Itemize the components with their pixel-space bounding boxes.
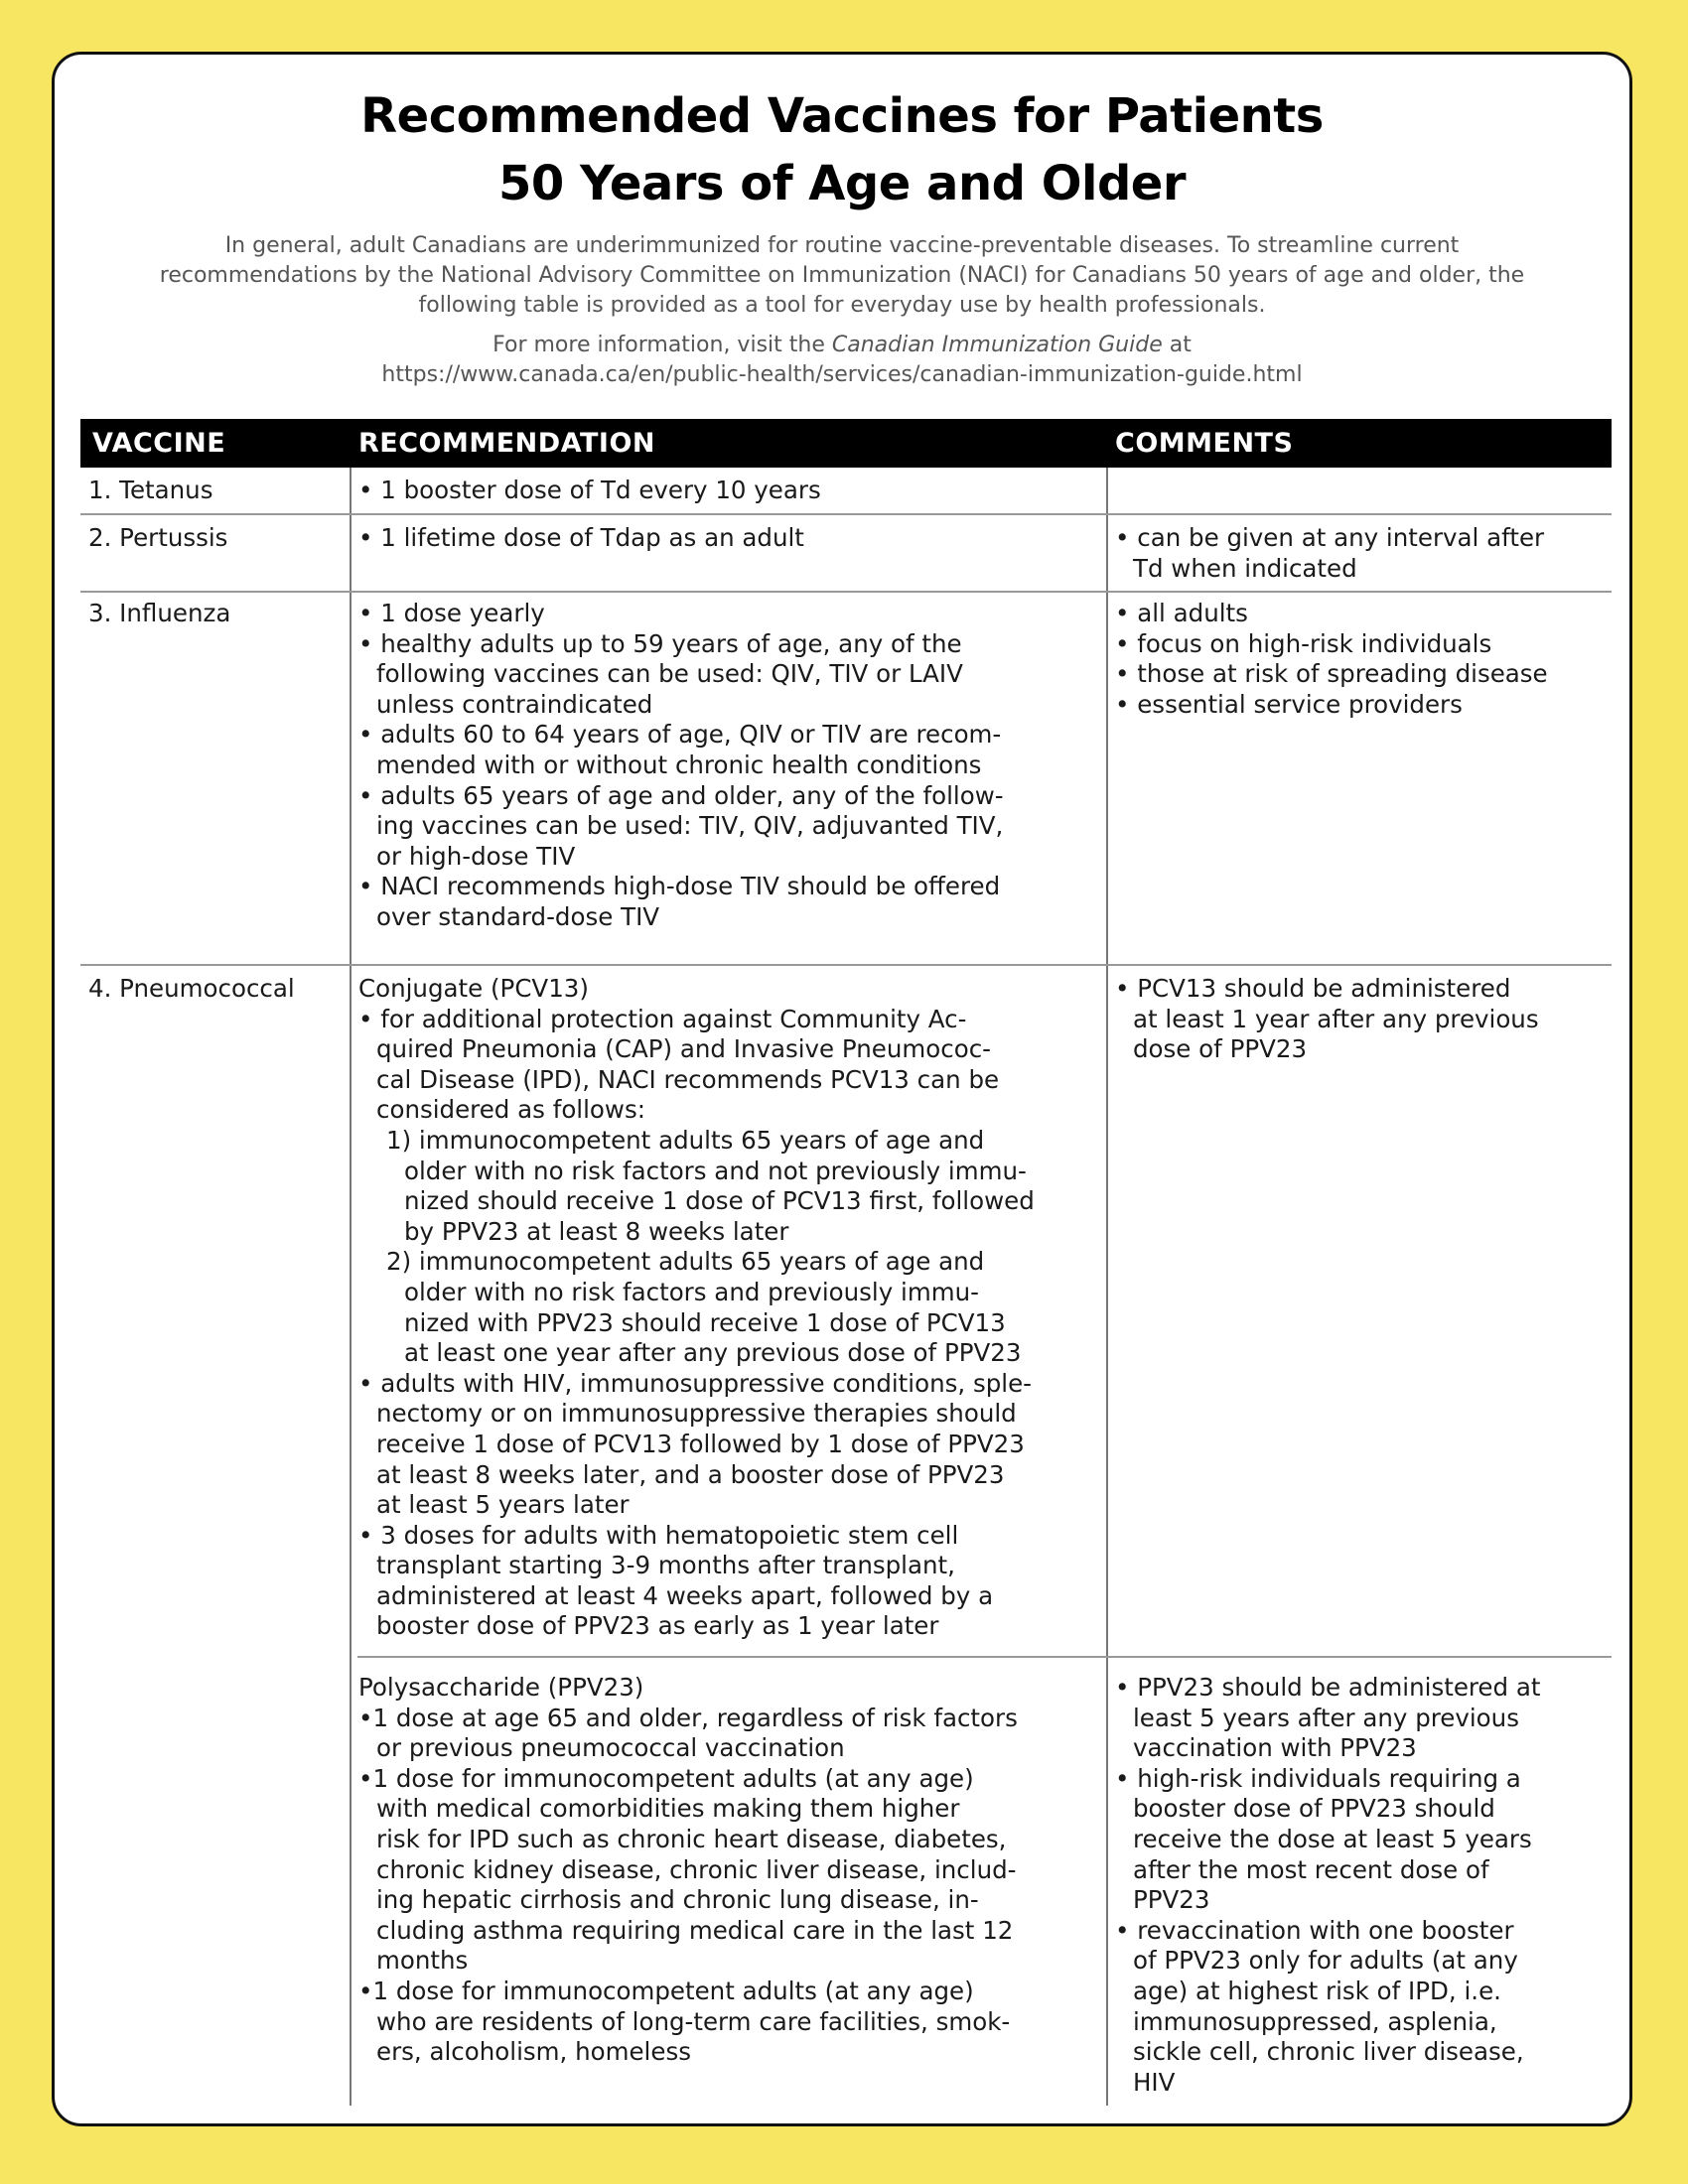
header-comments: COMMENTS — [1115, 428, 1294, 459]
guide-title: Canadian Immunization Guide — [831, 333, 1163, 357]
rec-line: or high-dose TIV — [376, 841, 576, 871]
column-divider — [1106, 468, 1108, 2106]
vaccine-name: 4. Pneumococcal — [88, 974, 295, 1003]
rec-line: administered at least 4 weeks apart, followed by a — [376, 1580, 994, 1610]
comment-line: age) at highest risk of IPD, i.e. — [1133, 1976, 1501, 2005]
rec-line: nized with PPV23 should receive 1 dose of PCV13 — [404, 1307, 1006, 1337]
rec-line: •1 dose for immunocompetent adults (at any age) — [358, 1976, 974, 2005]
intro-line: following table is provided as a tool for everyday use by health professionals. — [418, 293, 1266, 318]
rec-line: nectomy or on immunosuppressive therapies should — [376, 1399, 1017, 1429]
pneumococcal-polysaccharide-recommendation — [358, 1673, 1018, 2068]
rec-line: cal Disease (IPD), NACI recommends PCV13 can be — [376, 1064, 1000, 1094]
rec-line: or previous pneumococcal vaccination — [376, 1733, 845, 1763]
table-row-pneumococcal-vaccine — [88, 974, 295, 1005]
comment-line: • focus on high-risk individuals — [1115, 628, 1492, 658]
rec-line: quired Pneumonia (CAP) and Invasive Pneumococ- — [376, 1034, 992, 1064]
rec-line: booster dose of PPV23 as early as 1 year later — [376, 1611, 939, 1641]
rec-line: 1) immunocompetent adults 65 years of age and — [386, 1125, 985, 1155]
rec-line: 2) immunocompetent adults 65 years of age and — [386, 1247, 985, 1277]
comment-line: • PCV13 should be administered — [1115, 974, 1511, 1003]
table-row-influenza-vaccine — [88, 599, 230, 629]
comment-line: vaccination with PPV23 — [1133, 1733, 1417, 1763]
rec-line: • adults 60 to 64 years of age, QIV or TIV are recom- — [358, 720, 1002, 750]
table-row-pertussis-recommendation — [358, 523, 804, 554]
comment-line: • all adults — [1115, 599, 1248, 627]
pneumococcal-conjugate-comments — [1115, 974, 1539, 1065]
intro-line: recommendations by the National Advisory Committee on Immunization (NACI) for Canadians 50 years of age and older, the — [159, 263, 1525, 288]
table-header — [80, 419, 1612, 468]
comment-line: of PPV23 only for adults (at any — [1133, 1946, 1518, 1976]
rec-line: • healthy adults up to 59 years of age, any of the — [358, 628, 962, 658]
table-row-tetanus-recommendation — [358, 476, 821, 506]
rec-line: older with no risk factors and previously immu- — [404, 1277, 979, 1306]
rec-line: mended with or without chronic health conditions — [376, 750, 982, 779]
row-divider — [80, 591, 1612, 593]
rec-line: risk for IPD such as chronic heart disease, diabetes, — [376, 1824, 1007, 1853]
rec-line: •1 dose at age 65 and older, regardless of risk factors — [358, 1703, 1018, 1732]
rec-line: • adults with HIV, immunosuppressive conditions, sple- — [358, 1368, 1032, 1398]
comment-line: • essential service providers — [1115, 689, 1463, 719]
rec-line: by PPV23 at least 8 weeks later — [404, 1216, 789, 1246]
comment-line: at least 1 year after any previous — [1133, 1004, 1539, 1033]
rec-line: receive 1 dose of PCV13 followed by 1 dose of PPV23 — [376, 1429, 1025, 1458]
vaccine-name: 2. Pertussis — [88, 523, 228, 552]
rec-line: ing hepatic cirrhosis and chronic lung disease, in- — [376, 1885, 979, 1915]
rec-line: • NACI recommends high-dose TIV should be offered — [358, 872, 1001, 901]
comment-line: receive the dose at least 5 years — [1133, 1824, 1532, 1853]
rec-line: chronic kidney disease, chronic liver disease, includ- — [376, 1854, 1017, 1884]
comment-line: dose of PPV23 — [1133, 1034, 1308, 1064]
rec-line: • 3 doses for adults with hematopoietic stem cell — [358, 1520, 959, 1550]
content-card — [52, 52, 1632, 2126]
header-vaccine: VACCINE — [92, 428, 226, 459]
comment-line: HIV — [1133, 2067, 1176, 2097]
rec-line: at least 5 years later — [376, 1490, 630, 1520]
guide-url[interactable]: https://www.canada.ca/en/public-health/services/canadian-immunization-guide.html — [381, 362, 1303, 387]
rec-line: with medical comorbidities making them higher — [376, 1794, 960, 1824]
intro-line: In general, adult Canadians are underimmunized for routine vaccine-preventable diseases. To streamline current — [224, 233, 1460, 258]
row-divider — [80, 513, 1612, 515]
rec-line: • adults 65 years of age and older, any of the follow- — [358, 780, 1004, 810]
comment-line: immunosuppressed, asplenia, — [1133, 2006, 1497, 2036]
comment-line: • those at risk of spreading disease — [1115, 659, 1548, 689]
comment-line: • PPV23 should be administered at — [1115, 1673, 1541, 1702]
rec-line: • for additional protection against Community Ac- — [358, 1004, 967, 1033]
comment-line: least 5 years after any previous — [1133, 1703, 1519, 1732]
page-title — [55, 82, 1629, 217]
rec-line: • 1 booster dose of Td every 10 years — [358, 476, 821, 504]
rec-line: cluding asthma requiring medical care in the last 12 — [376, 1915, 1014, 1945]
comment-line: • high-risk individuals requiring a — [1115, 1763, 1521, 1793]
column-divider — [350, 468, 352, 2106]
title-line-1: Recommended Vaccines for Patients — [360, 88, 1324, 144]
vaccine-name: 1. Tetanus — [88, 476, 213, 504]
more-info-prefix: For more information, visit the — [492, 333, 832, 357]
comment-line: sickle cell, chronic liver disease, — [1133, 2037, 1524, 2067]
pneumococcal-conjugate-recommendation — [358, 974, 1035, 1642]
comment-line: PPV23 — [1133, 1885, 1210, 1915]
table-row-pertussis-comments — [1115, 523, 1544, 584]
rec-line: ing vaccines can be used: TIV, QIV, adjuvanted TIV, — [376, 811, 1004, 841]
table-row-influenza-comments — [1115, 599, 1548, 720]
table-row-influenza-recommendation — [358, 599, 1004, 933]
rec-line: ers, alcoholism, homeless — [376, 2037, 691, 2067]
rec-line: nized should receive 1 dose of PCV13 first, followed — [404, 1186, 1035, 1216]
header-recommendation: RECOMMENDATION — [358, 428, 656, 459]
comment-line: Td when indicated — [1133, 553, 1357, 583]
subsection-title: Conjugate (PCV13) — [358, 974, 589, 1003]
comment-line: • revaccination with one booster — [1115, 1915, 1514, 1945]
vaccine-name: 3. Influenza — [88, 599, 231, 627]
rec-line: months — [376, 1946, 469, 1976]
more-info-suffix: at — [1162, 333, 1192, 357]
rec-line: at least one year after any previous dose of PPV23 — [404, 1338, 1022, 1368]
more-info — [74, 331, 1610, 390]
subsection-title: Polysaccharide (PPV23) — [358, 1673, 644, 1702]
rec-line: over standard-dose TIV — [376, 901, 660, 931]
title-line-2: 50 Years of Age and Older — [497, 156, 1187, 211]
rec-line: • 1 dose yearly — [358, 599, 545, 627]
comment-line: after the most recent dose of — [1133, 1854, 1489, 1884]
row-divider — [80, 964, 1612, 966]
table-row-pertussis-vaccine — [88, 523, 227, 554]
comment-line: • can be given at any interval after — [1115, 523, 1545, 552]
more-info-line — [74, 331, 1610, 360]
rec-line: older with no risk factors and not previously immu- — [404, 1156, 1027, 1185]
rec-line: unless contraindicated — [376, 689, 653, 719]
pneumococcal-polysaccharide-comments — [1115, 1673, 1540, 2098]
table-row-tetanus-vaccine — [88, 476, 212, 506]
intro-paragraph — [74, 231, 1610, 321]
rec-line: considered as follows: — [376, 1095, 645, 1125]
rec-line: at least 8 weeks later, and a booster dose of PPV23 — [376, 1459, 1005, 1489]
row-divider — [357, 1656, 1612, 1658]
rec-line: who are residents of long-term care facilities, smok- — [376, 2006, 1011, 2036]
comment-line: booster dose of PPV23 should — [1133, 1794, 1495, 1824]
rec-line: •1 dose for immunocompetent adults (at any age) — [358, 1763, 974, 1793]
rec-line: transplant starting 3-9 months after transplant, — [376, 1551, 955, 1580]
rec-line: • 1 lifetime dose of Tdap as an adult — [358, 523, 804, 552]
rec-line: following vaccines can be used: QIV, TIV or LAIV — [376, 659, 963, 689]
